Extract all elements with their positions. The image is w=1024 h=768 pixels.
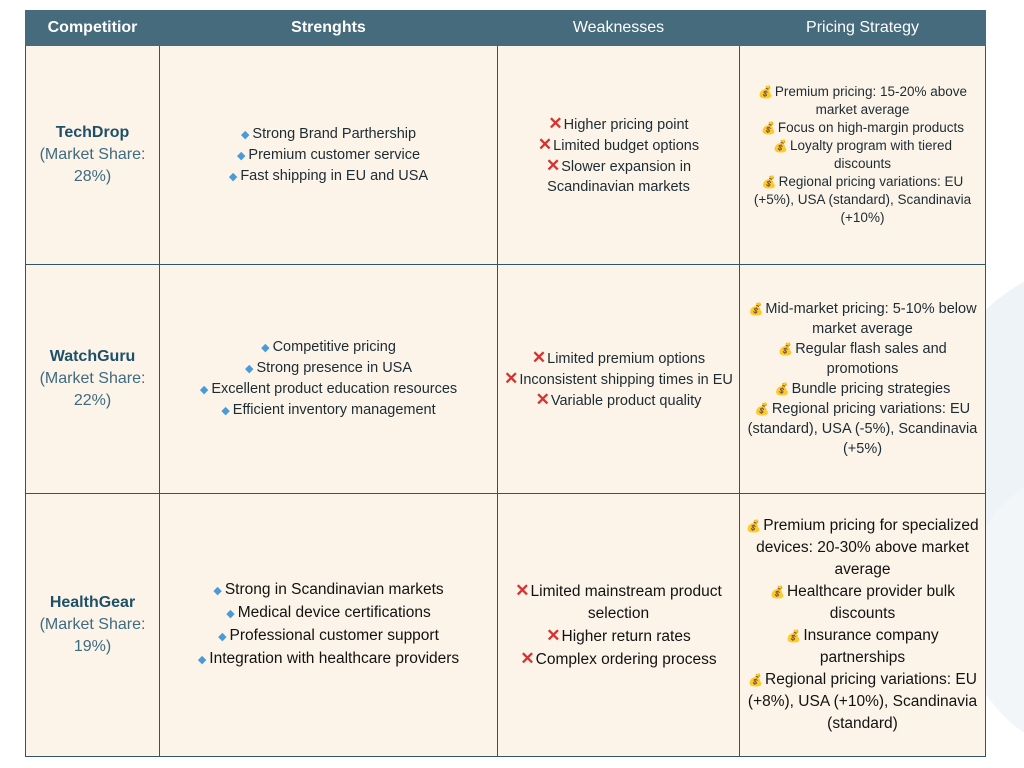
list-item [504,580,733,625]
list-item [746,173,979,227]
list-item [504,348,733,369]
pricing-text: Healthcare provider bulk discounts [786,583,955,622]
list-item [504,135,733,156]
list-item [166,358,491,379]
weaknesses-cell [498,265,740,494]
cross-mark-icon: ✕ [531,347,547,367]
market-share: (Market Share: [39,616,146,633]
pricing-strategy-cell [740,46,986,265]
weakness-text: Limited budget options [553,137,700,154]
weakness-text: Complex ordering process [535,650,717,668]
table-row [26,46,986,265]
list-item [746,299,979,339]
weakness-text: Variable product quality [550,392,702,409]
pricing-text: Focus on high-margin products [777,120,965,135]
list-item [746,137,979,173]
strength-text: Fast shipping in EU and USA [240,167,429,184]
market-share: (Market Share: [39,370,146,387]
money-bag-icon: 💰 [770,585,785,599]
weaknesses-cell [498,46,740,265]
table-row [26,265,986,494]
competitor-name: WatchGuru [49,348,136,365]
list-item [746,399,979,459]
strength-text: Excellent product education resources [211,381,458,397]
list-item [746,379,979,399]
list-item [504,390,733,411]
strength-text: Efficient inventory management [232,402,436,418]
weakness-text: Inconsistent shipping times in EU [519,371,733,388]
strength-text: Strong Brand Parthership [252,125,417,142]
list-item [746,669,979,735]
header-strengths: Strenghts [160,11,498,46]
pricing-text: Regional pricing variations: EU (+5%), USA (standard), Scandinavia (+10%) [753,174,972,225]
list-item [504,648,733,671]
list-item [504,156,733,197]
list-item [166,379,491,400]
weakness-text: Limited premium options [547,350,706,367]
list-item [504,625,733,648]
pricing-text: Insurance company partnerships [803,627,939,666]
pricing-text: Bundle pricing strategies [791,381,951,397]
competitor-analysis-table [25,10,986,757]
table-row [26,494,986,757]
list-item [166,337,491,358]
money-bag-icon: 💰 [757,85,773,99]
competitor-name: TechDrop [55,124,130,141]
list-item [746,515,979,581]
diamond-bullet-icon: ◆ [228,170,238,183]
list-item [746,119,979,137]
competitor-cell [26,265,160,494]
list-item [746,339,979,379]
competitor-cell [26,494,160,757]
weakness-text: Limited mainstream product selection [530,582,722,622]
strengths-cell [160,265,498,494]
diamond-bullet-icon: ◆ [240,128,250,141]
strength-text: Professional customer support [229,627,439,644]
money-bag-icon: 💰 [761,175,777,189]
strength-text: Premium customer service [248,146,421,163]
pricing-strategy-cell [740,494,986,757]
money-bag-icon: 💰 [754,402,770,416]
list-item [166,124,491,145]
list-item [746,625,979,669]
list-item [746,581,979,625]
money-bag-icon: 💰 [774,382,790,396]
strength-text: Strong in Scandinavian markets [224,581,444,598]
diamond-bullet-icon: ◆ [226,608,235,620]
pricing-text: Loyalty program with tiered discounts [789,138,953,171]
list-item [504,114,733,135]
list-item [166,166,491,187]
pricing-text: Regional pricing variations: EU (+8%), USA (+10%), Scandinavia (standard) [747,671,978,732]
diamond-bullet-icon: ◆ [244,363,254,375]
pricing-strategy-cell [740,265,986,494]
weakness-text: Higher pricing point [563,116,689,133]
money-bag-icon: 💰 [760,121,776,135]
list-item [166,579,491,602]
list-item [746,83,979,119]
weaknesses-cell [498,494,740,757]
diamond-bullet-icon: ◆ [221,405,230,417]
diamond-bullet-icon: ◆ [199,384,209,396]
list-item [166,602,491,625]
money-bag-icon: 💰 [748,302,764,316]
cross-mark-icon: ✕ [545,155,561,175]
pricing-text: Mid-market pricing: 5-10% below market average [765,301,977,337]
diamond-bullet-icon: ◆ [236,149,246,162]
pricing-text: Premium pricing for specialized devices: 20-30% above market average [756,517,979,578]
list-item [166,625,491,648]
money-bag-icon: 💰 [778,342,794,356]
market-share: 19%) [73,638,112,655]
table-header-row [26,11,986,46]
money-bag-icon: 💰 [786,629,802,643]
weakness-text: Slower expansion in Scandinavian markets [547,158,692,195]
strength-text: Strong presence in USA [256,360,413,376]
header-competitor: Competitior [26,11,160,46]
cross-mark-icon: ✕ [546,625,561,645]
header-pricing-strategy: Pricing Strategy [740,11,986,46]
diamond-bullet-icon: ◆ [218,631,227,643]
money-bag-icon: 💰 [746,519,762,533]
market-share: 28%) [73,168,112,185]
strength-text: Competitive pricing [272,339,396,355]
list-item [166,648,491,671]
list-item [166,400,491,421]
diamond-bullet-icon: ◆ [197,654,207,666]
strength-text: Medical device certifications [237,604,431,621]
pricing-text: Premium pricing: 15-20% above market average [774,84,968,117]
cross-mark-icon: ✕ [504,368,519,388]
header-weaknesses: Weaknesses [498,11,740,46]
cross-mark-icon: ✕ [515,580,530,600]
weakness-text: Higher return rates [561,627,691,645]
money-bag-icon: 💰 [772,139,788,153]
competitor-name: HealthGear [49,594,136,611]
cross-mark-icon: ✕ [548,113,563,133]
strengths-cell [160,46,498,265]
competitor-cell [26,46,160,265]
money-bag-icon: 💰 [748,673,763,687]
diamond-bullet-icon: ◆ [261,342,270,354]
cross-mark-icon: ✕ [520,648,535,668]
market-share: (Market Share: [39,146,146,163]
list-item [166,145,491,166]
cross-mark-icon: ✕ [535,389,550,409]
cross-mark-icon: ✕ [537,134,553,154]
list-item [504,369,733,390]
pricing-text: Regular flash sales and promotions [795,341,947,377]
strengths-cell [160,494,498,757]
pricing-text: Regional pricing variations: EU (standard), USA (-5%), Scandinavia (+5%) [747,401,978,457]
strength-text: Integration with healthcare providers [209,650,460,667]
market-share: 22%) [73,392,112,409]
diamond-bullet-icon: ◆ [213,585,222,597]
